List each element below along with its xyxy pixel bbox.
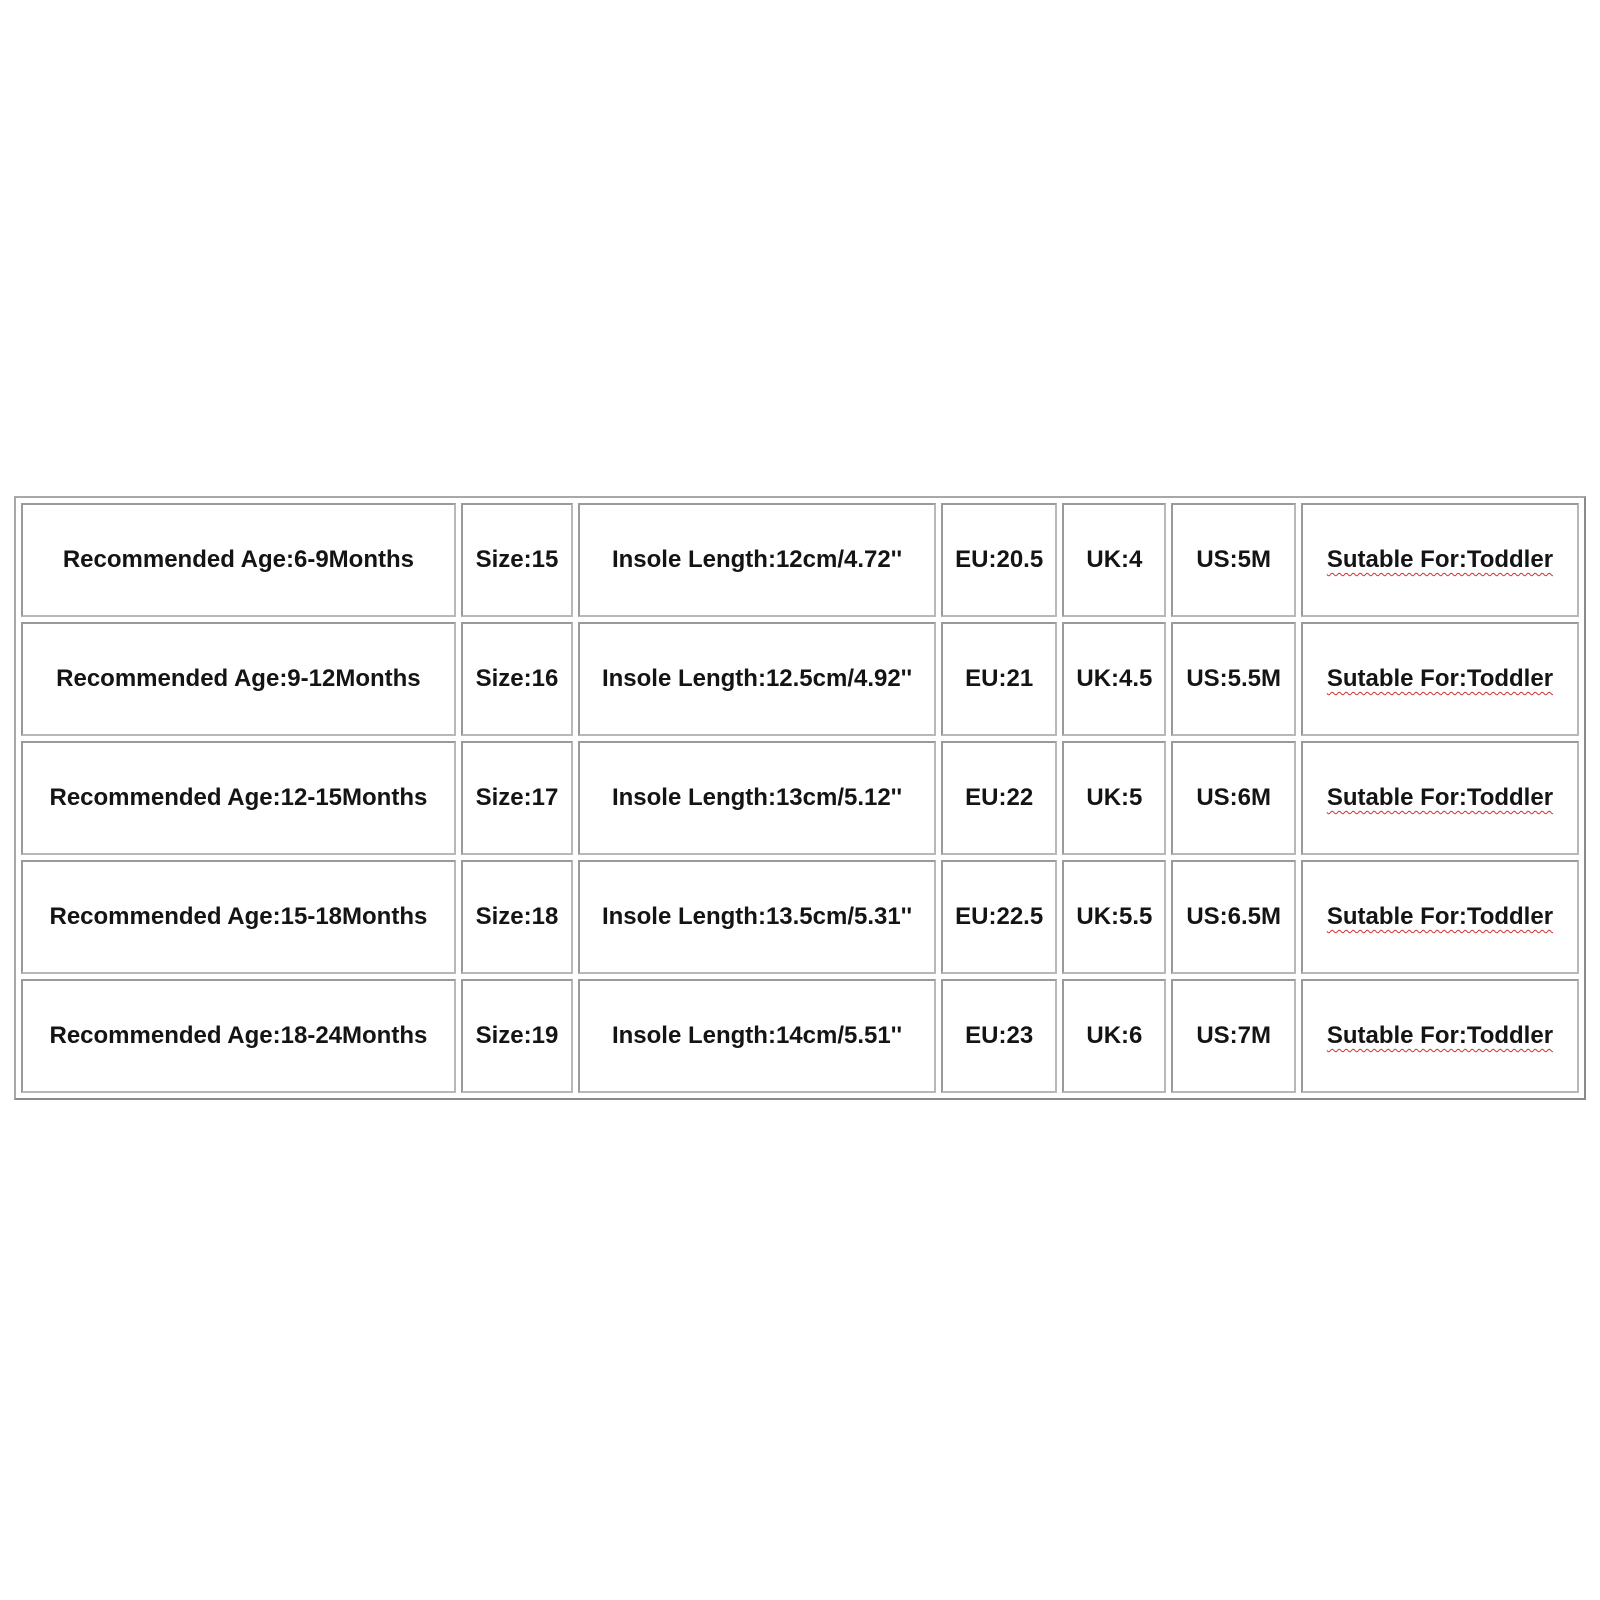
suitable-for-cell — [1301, 741, 1579, 855]
eu-size-cell: EU:21 — [941, 622, 1057, 736]
table-row — [21, 979, 1579, 1093]
insole-length-cell: Insole Length:12cm/4.72'' — [578, 503, 936, 617]
uk-size-cell: UK:4.5 — [1062, 622, 1166, 736]
suitable-for-cell — [1301, 503, 1579, 617]
age-cell: Recommended Age:6-9Months — [21, 503, 456, 617]
table-row — [21, 860, 1579, 974]
us-size-cell: US:7M — [1171, 979, 1295, 1093]
us-size-cell: US:5M — [1171, 503, 1295, 617]
age-cell: Recommended Age:18-24Months — [21, 979, 456, 1093]
eu-size-cell: EU:20.5 — [941, 503, 1057, 617]
insole-length-cell: Insole Length:13cm/5.12'' — [578, 741, 936, 855]
insole-length-cell: Insole Length:14cm/5.51'' — [578, 979, 936, 1093]
suitable-for-label: Sutable For:Toddler — [1326, 665, 1554, 692]
table-row — [21, 622, 1579, 736]
uk-size-cell: UK:6 — [1062, 979, 1166, 1093]
suitable-for-label: Sutable For:Toddler — [1326, 784, 1554, 811]
suitable-for-label: Sutable For:Toddler — [1326, 903, 1554, 930]
size-cell: Size:19 — [461, 979, 573, 1093]
size-cell: Size:17 — [461, 741, 573, 855]
size-cell: Size:15 — [461, 503, 573, 617]
suitable-for-cell — [1301, 860, 1579, 974]
insole-length-cell: Insole Length:12.5cm/4.92'' — [578, 622, 936, 736]
uk-size-cell: UK:5.5 — [1062, 860, 1166, 974]
us-size-cell: US:5.5M — [1171, 622, 1295, 736]
eu-size-cell: EU:22 — [941, 741, 1057, 855]
age-cell: Recommended Age:9-12Months — [21, 622, 456, 736]
uk-size-cell: UK:5 — [1062, 741, 1166, 855]
table-row — [21, 503, 1579, 617]
suitable-for-label: Sutable For:Toddler — [1326, 1022, 1554, 1049]
size-cell: Size:16 — [461, 622, 573, 736]
eu-size-cell: EU:22.5 — [941, 860, 1057, 974]
insole-length-cell: Insole Length:13.5cm/5.31'' — [578, 860, 936, 974]
table-row — [21, 741, 1579, 855]
age-cell: Recommended Age:15-18Months — [21, 860, 456, 974]
age-cell: Recommended Age:12-15Months — [21, 741, 456, 855]
uk-size-cell: UK:4 — [1062, 503, 1166, 617]
size-chart-table — [14, 496, 1586, 1100]
suitable-for-cell — [1301, 979, 1579, 1093]
suitable-for-label: Sutable For:Toddler — [1326, 546, 1554, 573]
size-cell: Size:18 — [461, 860, 573, 974]
eu-size-cell: EU:23 — [941, 979, 1057, 1093]
suitable-for-cell — [1301, 622, 1579, 736]
us-size-cell: US:6M — [1171, 741, 1295, 855]
us-size-cell: US:6.5M — [1171, 860, 1295, 974]
